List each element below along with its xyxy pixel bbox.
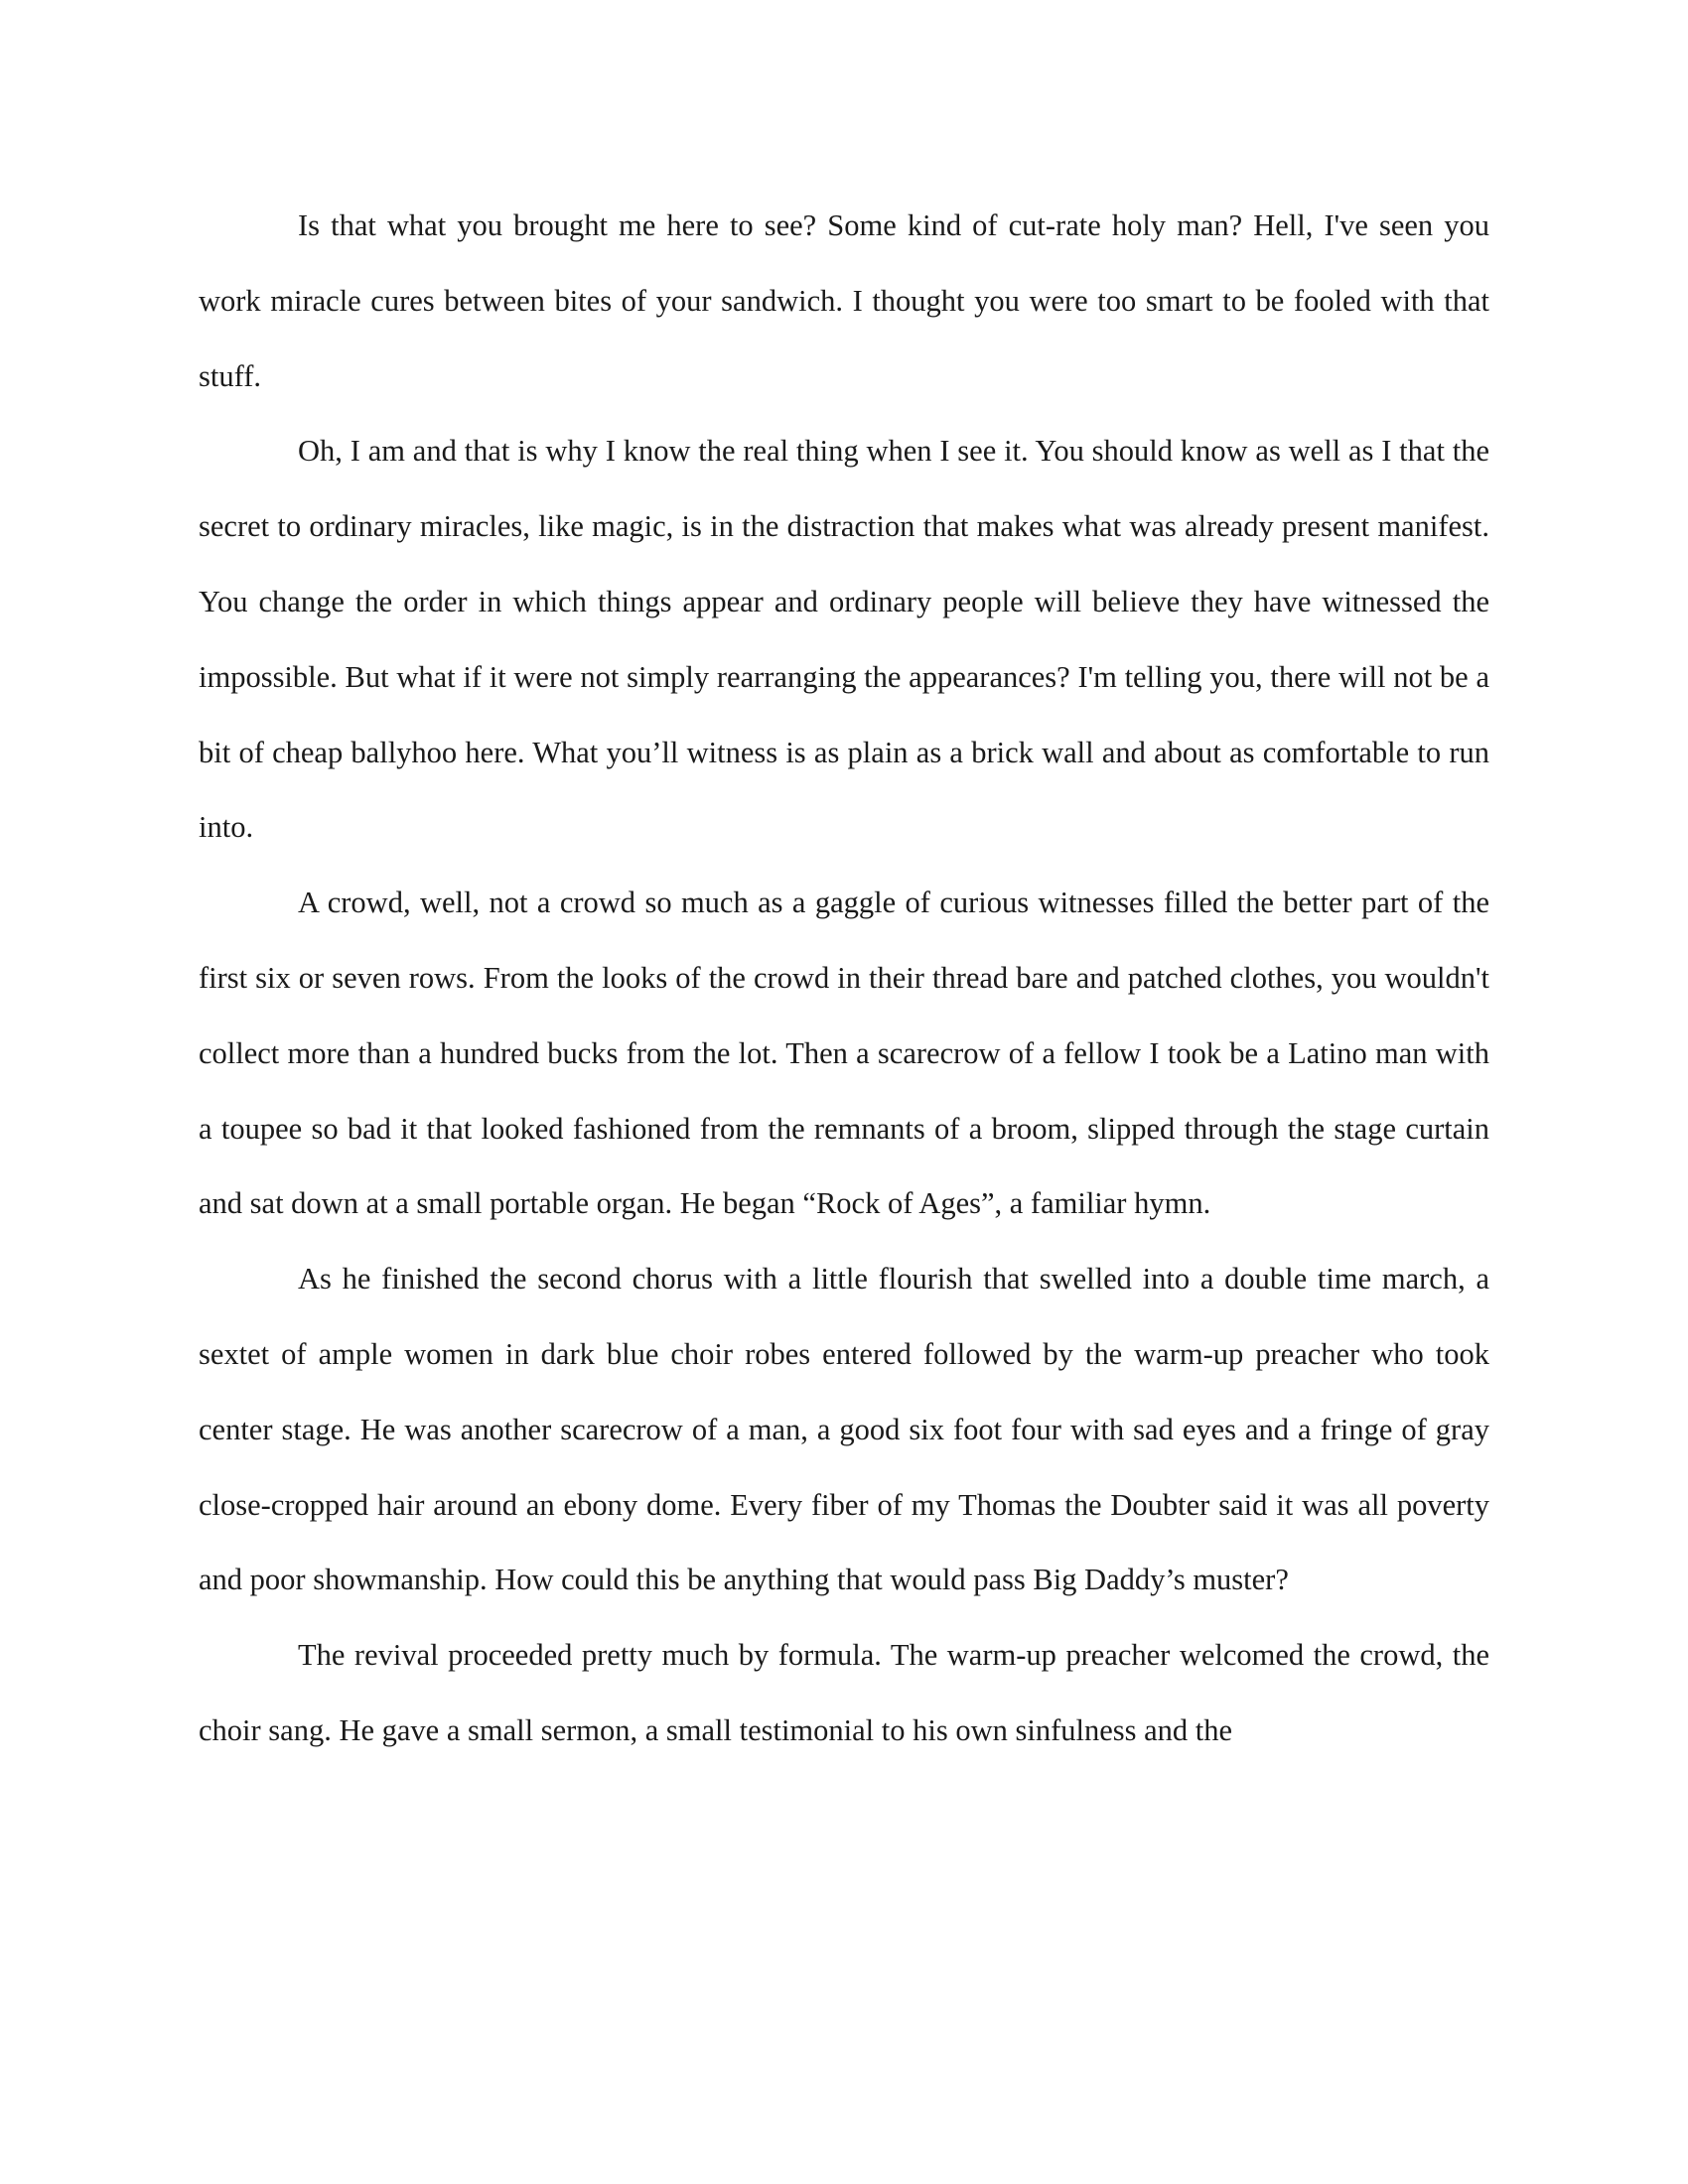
paragraph-1: Is that what you brought me here to see? Some kind of cut-rate holy man? Hell, I've seen you work miracle cures between bites of your sandwich. I thought you were too smart to be fooled with that stuff. [199,208,1489,393]
paragraph-3: A crowd, well, not a crowd so much as a gaggle of curious witnesses filled the better part of the first six or seven rows. From the looks of the crowd in their thread bare and patched clothes, you wouldn't collect more than a hundred bucks from the lot. Then a scarecrow of a fellow I took be a Latino man with a toupee so bad it that looked fashioned from the remnants of a broom, slipped through the stage curtain and sat down at a small portable organ. He began “Rock of Ages”, a familiar hymn. [199,886,1489,1221]
paragraph-4: As he finished the second chorus with a little flourish that swelled into a double time march, a sextet of ample women in dark blue choir robes entered followed by the warm-up preacher who took center stage. He was another scarecrow of a man, a good six foot four with sad eyes and a fringe of gray close-cropped hair around an ebony dome. Every fiber of my Thomas the Doubter said it was all poverty and poor showmanship. How could this be anything that would pass Big Daddy’s muster? [199,1262,1489,1597]
paragraph-2: Oh, I am and that is why I know the real thing when I see it. You should know as well as I that the secret to ordinary miracles, like magic, is in the distraction that makes what was already present manifest. You change the order in which things appear and ordinary people will believe they have witnessed the impossible. But what if it were not simply rearranging the appearances? I'm telling you, there will not be a bit of cheap ballyhoo here. What you’ll witness is as plain as a brick wall and about as comfortable to run into. [199,434,1489,845]
paragraph-5: The revival proceeded pretty much by formula. The warm-up preacher welcomed the crowd, the choir sang. He gave a small sermon, a small testimonial to his own sinfulness and the [199,1638,1489,1747]
document-body [199,189,1489,1769]
